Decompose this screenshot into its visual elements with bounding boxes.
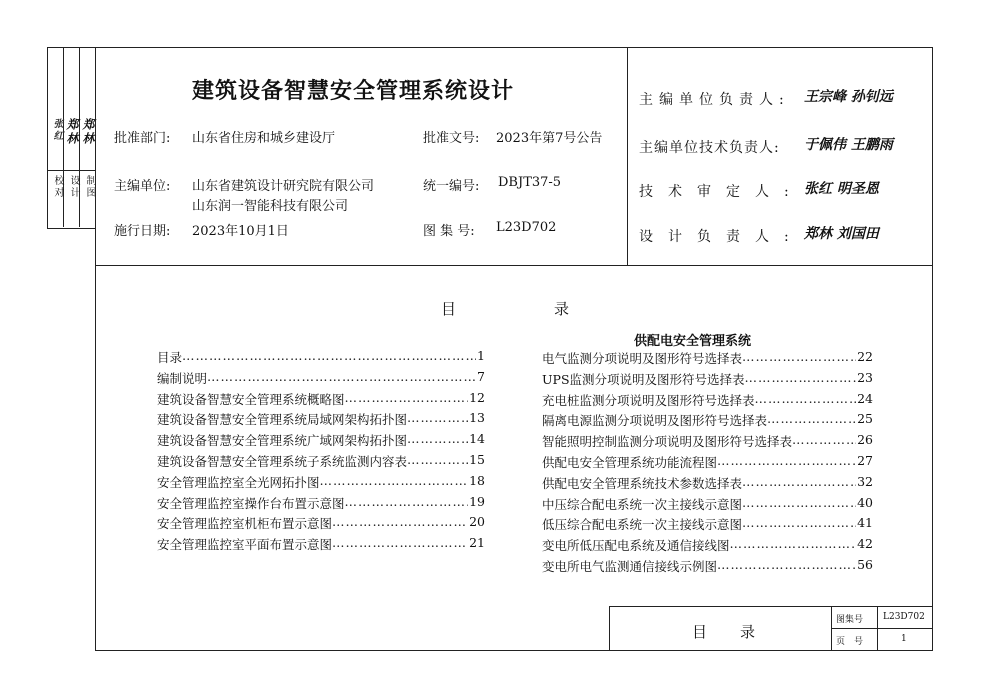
toc-entry[interactable] <box>157 348 485 366</box>
toc-entry-title: 充电桩监测分项说明及图形符号选择表 <box>542 392 755 408</box>
toc-entry-leader <box>717 557 856 575</box>
toc-entry-leader <box>407 431 468 449</box>
toc-entry-page: 13 <box>469 410 485 426</box>
toc-entry-page: 25 <box>857 411 873 427</box>
unified-no-value: DBJT37-5 <box>498 175 562 190</box>
toc-entry[interactable] <box>157 410 485 428</box>
toc-entry-title: 建筑设备智慧安全管理系统子系统监测内容表 <box>157 454 408 469</box>
toc-entry-title: 编制说明 <box>157 370 208 386</box>
toc-entry-leader <box>745 370 857 388</box>
toc-entry-leader <box>742 515 856 533</box>
toc-entry-leader <box>742 349 856 367</box>
editor-head-signature: 王宗峰 孙钊远 <box>804 89 893 105</box>
toc-entry[interactable] <box>157 390 485 408</box>
toc-entry[interactable] <box>157 452 485 470</box>
design-head-signature: 郑林 刘国田 <box>804 226 879 242</box>
footer-page-value: 1 <box>901 634 907 644</box>
toc-entry-page: 14 <box>469 431 485 447</box>
strip-signature-draw: 郑林 <box>81 118 95 146</box>
toc-entry-page: 42 <box>857 536 873 552</box>
approval-dept-label: 批准部门: <box>114 131 171 146</box>
toc-entry-page: 15 <box>469 452 485 467</box>
atlas-no-value: L23D702 <box>496 220 557 235</box>
footer-title-right: 录 <box>740 623 756 641</box>
toc-heading-left: 目 <box>441 300 457 318</box>
approval-doc-value: 2023年第7号公告 <box>496 131 603 146</box>
toc-section-title: 供配电安全管理系统 <box>634 334 752 349</box>
toc-entry-title: 智能照明控制监测分项说明及图形符号选择表 <box>542 434 793 450</box>
tech-head-signature: 于佩伟 王鹏雨 <box>804 137 893 153</box>
toc-entry-leader <box>742 474 856 492</box>
toc-entry-leader <box>407 410 468 428</box>
toc-entry-leader <box>332 514 468 532</box>
design-head-label: 设计负责人: <box>639 229 804 245</box>
tech-head-label: 主编单位技术负责人: <box>639 140 780 156</box>
toc-entry-title: 隔离电源监测分项说明及图形符号选择表 <box>542 413 768 429</box>
toc-entry-title: 供配电安全管理系统技术参数选择表 <box>542 475 743 491</box>
strip-signature-proofread: 张红 <box>51 118 62 142</box>
toc-entry-leader <box>717 453 856 471</box>
strip-label-proofread: 校对 <box>52 175 63 199</box>
footer-atlas-value: L23D702 <box>883 612 925 622</box>
toc-entry-leader <box>182 348 476 366</box>
toc-entry-title: 建筑设备智慧安全管理系统概略图 <box>157 391 345 407</box>
toc-entry-title: 低压综合配电系统一次主接线示意图 <box>542 517 743 533</box>
editor-head-label: 主编单位负责人: <box>639 92 790 108</box>
toc-entry-page: 22 <box>857 349 873 364</box>
toc-entry-title: 安全管理监控室平面布置示意图 <box>157 537 333 553</box>
toc-entry[interactable] <box>542 557 873 575</box>
toc-entry[interactable] <box>542 474 873 492</box>
toc-entry-page: 12 <box>469 389 485 405</box>
toc-entry[interactable] <box>542 432 873 450</box>
toc-entry-leader <box>730 536 857 554</box>
toc-entry-page: 40 <box>857 494 873 510</box>
toc-entry[interactable] <box>542 411 873 429</box>
tech-review-signature: 张红 明圣恩 <box>804 181 879 197</box>
toc-entry-leader <box>345 390 469 408</box>
toc-entry-page: 20 <box>469 514 485 530</box>
toc-entry-page: 41 <box>857 515 873 531</box>
toc-entry-leader <box>792 432 856 450</box>
toc-entry[interactable] <box>542 349 873 367</box>
toc-entry[interactable] <box>542 536 873 554</box>
toc-entry-title: 建筑设备智慧安全管理系统广域网架构拓扑图 <box>157 433 408 449</box>
toc-entry-leader <box>345 494 469 512</box>
toc-entry-title: UPS监测分项说明及图形符号选择表 <box>542 371 745 387</box>
toc-entry-title: 变电所电气监测通信接线示例图 <box>542 559 718 574</box>
unified-no-label: 统一编号: <box>423 179 480 194</box>
toc-entry[interactable] <box>542 453 873 471</box>
strip-label-draw: 制图 <box>84 175 95 199</box>
toc-entry-leader <box>407 452 468 470</box>
toc-entry[interactable] <box>157 535 485 553</box>
toc-entry-page: 1 <box>477 348 485 363</box>
toc-entry[interactable] <box>157 431 485 449</box>
impl-date-value: 2023年10月1日 <box>192 224 289 239</box>
approval-dept-value: 山东省住房和城乡建设厅 <box>192 131 336 146</box>
toc-entry-title: 电气监测分项说明及图形符号选择表 <box>542 351 743 366</box>
toc-entry[interactable] <box>157 494 485 512</box>
toc-heading-right: 录 <box>554 300 570 318</box>
editor-unit-label: 主编单位: <box>114 179 171 194</box>
editor-unit-value-2: 山东润一智能科技有限公司 <box>192 199 349 214</box>
toc-entry-leader <box>767 411 856 429</box>
toc-entry-title: 安全管理监控室全光网拓扑图 <box>157 474 320 490</box>
strip-signature-design: 郑林 <box>65 118 79 146</box>
toc-entry[interactable] <box>542 370 873 388</box>
toc-entry-page: 7 <box>477 368 485 384</box>
toc-entry[interactable] <box>542 391 873 409</box>
toc-entry-title: 目录 <box>157 350 183 365</box>
toc-entry-leader <box>320 473 469 491</box>
toc-entry-page: 32 <box>857 473 873 489</box>
impl-date-label: 施行日期: <box>114 224 171 239</box>
approval-doc-label: 批准文号: <box>423 131 480 146</box>
strip-label-design: 设计 <box>68 175 79 199</box>
toc-entry-title: 安全管理监控室机柜布置示意图 <box>157 516 333 532</box>
toc-entry-page: 21 <box>469 535 485 551</box>
toc-entry-page: 27 <box>857 453 873 468</box>
toc-entry-title: 安全管理监控室操作台布置示意图 <box>157 495 345 511</box>
editor-unit-value-1: 山东省建筑设计研究院有限公司 <box>192 179 375 194</box>
toc-entry-title: 变电所低压配电系统及通信接线图 <box>542 538 730 554</box>
toc-entry-title: 供配电安全管理系统功能流程图 <box>542 455 718 470</box>
toc-entry-leader <box>755 391 857 409</box>
footer-atlas-label: 图集号 <box>836 615 864 625</box>
toc-entry[interactable] <box>157 369 485 387</box>
toc-entry[interactable] <box>157 514 485 532</box>
toc-entry-title: 建筑设备智慧安全管理系统局域网架构拓扑图 <box>157 412 408 428</box>
toc-entry-title: 中压综合配电系统一次主接线示意图 <box>542 496 743 512</box>
toc-entry[interactable] <box>542 495 873 513</box>
toc-entry-page: 18 <box>469 472 485 488</box>
footer-page-label: 页 号 <box>836 637 864 647</box>
page-title: 建筑设备智慧安全管理系统设计 <box>192 79 515 104</box>
toc-entry[interactable] <box>157 473 485 491</box>
toc-entry-leader <box>207 369 476 387</box>
toc-entry-page: 24 <box>857 390 873 406</box>
toc-entry[interactable] <box>542 515 873 533</box>
toc-entry-page: 56 <box>857 557 873 572</box>
toc-entry-leader <box>332 535 468 553</box>
toc-entry-leader <box>742 495 856 513</box>
tech-review-label: 技术审定人: <box>639 184 804 200</box>
toc-entry-page: 23 <box>857 369 873 385</box>
footer-title-left: 目 <box>692 623 708 641</box>
atlas-no-label: 图 集 号: <box>423 224 475 239</box>
toc-entry-page: 19 <box>469 493 485 509</box>
toc-entry-page: 26 <box>857 432 873 448</box>
